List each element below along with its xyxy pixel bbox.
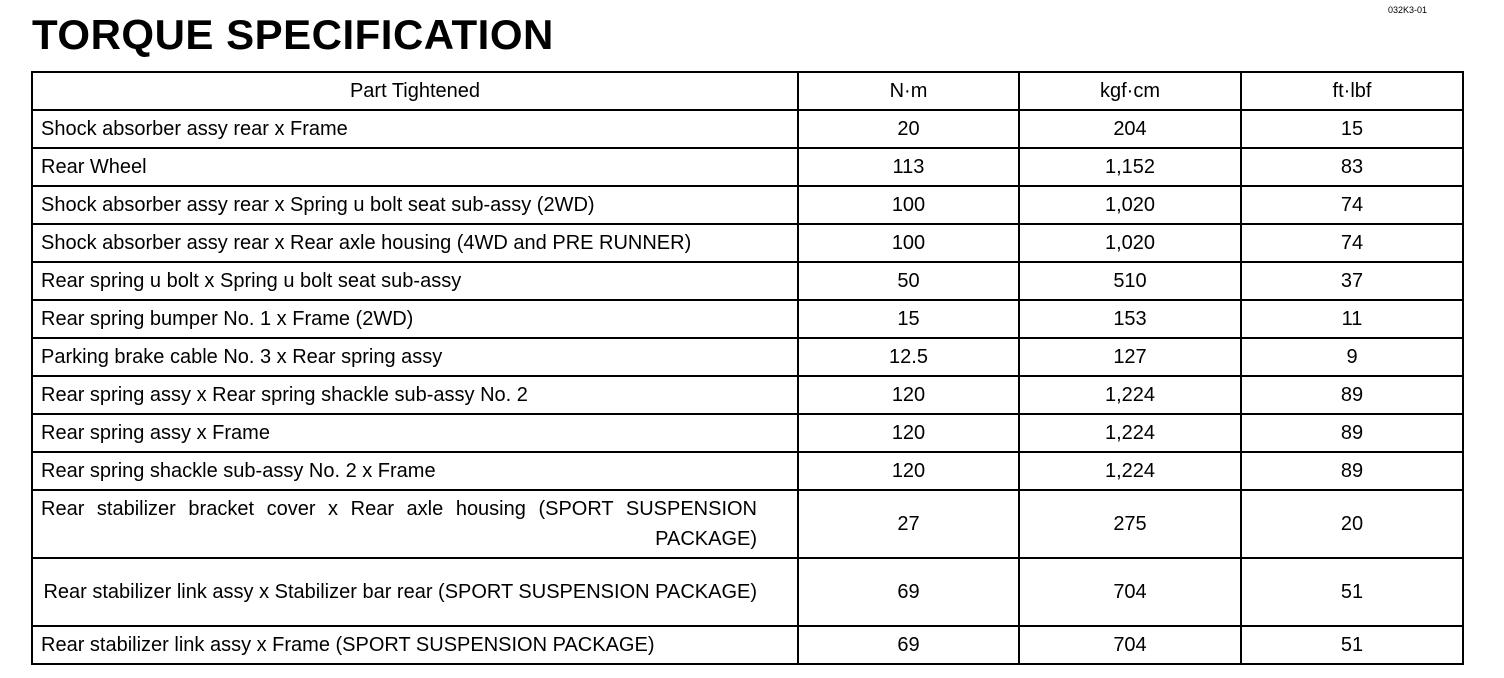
- kgfcm-cell: 127: [1019, 338, 1241, 376]
- nm-cell: 100: [798, 186, 1019, 224]
- kgfcm-cell: 1,152: [1019, 148, 1241, 186]
- table-row: [32, 262, 1463, 300]
- ftlbf-cell: 74: [1241, 186, 1463, 224]
- ftlbf-cell: 15: [1241, 110, 1463, 148]
- kgfcm-cell: 1,020: [1019, 186, 1241, 224]
- table-row: [32, 186, 1463, 224]
- part-cell: [32, 558, 798, 626]
- table-row: [32, 110, 1463, 148]
- ftlbf-cell: 11: [1241, 300, 1463, 338]
- nm-cell: 113: [798, 148, 1019, 186]
- part-cell: Shock absorber assy rear x Frame: [32, 110, 798, 148]
- table-row: [32, 148, 1463, 186]
- nm-cell: 27: [798, 490, 1019, 558]
- table-row: [32, 414, 1463, 452]
- table-row: [32, 490, 1463, 558]
- part-cell: Shock absorber assy rear x Rear axle housing (4WD and PRE RUNNER): [32, 224, 798, 262]
- ftlbf-cell: 51: [1241, 626, 1463, 664]
- kgfcm-cell: 153: [1019, 300, 1241, 338]
- page-title: TORQUE SPECIFICATION: [32, 11, 554, 58]
- header-part-tightened: Part Tightened: [32, 72, 798, 110]
- kgfcm-cell: 204: [1019, 110, 1241, 148]
- ftlbf-cell: 89: [1241, 414, 1463, 452]
- ftlbf-cell: 9: [1241, 338, 1463, 376]
- header-ftlbf: ft·lbf: [1241, 72, 1463, 110]
- kgfcm-cell: 510: [1019, 262, 1241, 300]
- table-header-row: [32, 72, 1463, 110]
- part-text: Rear stabilizer link assy x Stabilizer bar rear (SPORT SUSPENSION PACKAGE): [43, 581, 757, 603]
- ftlbf-cell: 37: [1241, 262, 1463, 300]
- document-code: 032K3-01: [1388, 5, 1428, 15]
- nm-cell: 100: [798, 224, 1019, 262]
- part-cell: Rear Wheel: [32, 148, 798, 186]
- part-text: Rear stabilizer bracket cover x Rear axle housing (SPORT SUSPENSION PACKAGE): [41, 498, 757, 550]
- table-row: [32, 558, 1463, 626]
- table-row: [32, 452, 1463, 490]
- table-row: [32, 224, 1463, 262]
- kgfcm-cell: 704: [1019, 558, 1241, 626]
- ftlbf-cell: 89: [1241, 452, 1463, 490]
- nm-cell: 120: [798, 452, 1019, 490]
- header-nm: N·m: [798, 72, 1019, 110]
- part-cell: Parking brake cable No. 3 x Rear spring assy: [32, 338, 798, 376]
- table-row: [32, 626, 1463, 664]
- ftlbf-cell: 74: [1241, 224, 1463, 262]
- part-cell: Rear stabilizer link assy x Frame (SPORT SUSPENSION PACKAGE): [32, 626, 798, 664]
- table-row: [32, 338, 1463, 376]
- part-cell: Rear spring bumper No. 1 x Frame (2WD): [32, 300, 798, 338]
- kgfcm-cell: 275: [1019, 490, 1241, 558]
- part-cell: [32, 490, 798, 558]
- torque-table: [31, 71, 1464, 665]
- part-cell: Shock absorber assy rear x Spring u bolt seat sub-assy (2WD): [32, 186, 798, 224]
- nm-cell: 69: [798, 626, 1019, 664]
- part-cell: Rear spring shackle sub-assy No. 2 x Frame: [32, 452, 798, 490]
- ftlbf-cell: 51: [1241, 558, 1463, 626]
- nm-cell: 20: [798, 110, 1019, 148]
- kgfcm-cell: 1,224: [1019, 376, 1241, 414]
- nm-cell: 15: [798, 300, 1019, 338]
- kgfcm-cell: 1,020: [1019, 224, 1241, 262]
- part-cell: Rear spring assy x Rear spring shackle sub-assy No. 2: [32, 376, 798, 414]
- nm-cell: 120: [798, 376, 1019, 414]
- ftlbf-cell: 89: [1241, 376, 1463, 414]
- part-cell: Rear spring assy x Frame: [32, 414, 798, 452]
- table-row: [32, 300, 1463, 338]
- table-row: [32, 376, 1463, 414]
- nm-cell: 69: [798, 558, 1019, 626]
- nm-cell: 12.5: [798, 338, 1019, 376]
- ftlbf-cell: 20: [1241, 490, 1463, 558]
- nm-cell: 50: [798, 262, 1019, 300]
- kgfcm-cell: 1,224: [1019, 452, 1241, 490]
- ftlbf-cell: 83: [1241, 148, 1463, 186]
- nm-cell: 120: [798, 414, 1019, 452]
- header-kgfcm: kgf·cm: [1019, 72, 1241, 110]
- kgfcm-cell: 704: [1019, 626, 1241, 664]
- part-cell: Rear spring u bolt x Spring u bolt seat sub-assy: [32, 262, 798, 300]
- kgfcm-cell: 1,224: [1019, 414, 1241, 452]
